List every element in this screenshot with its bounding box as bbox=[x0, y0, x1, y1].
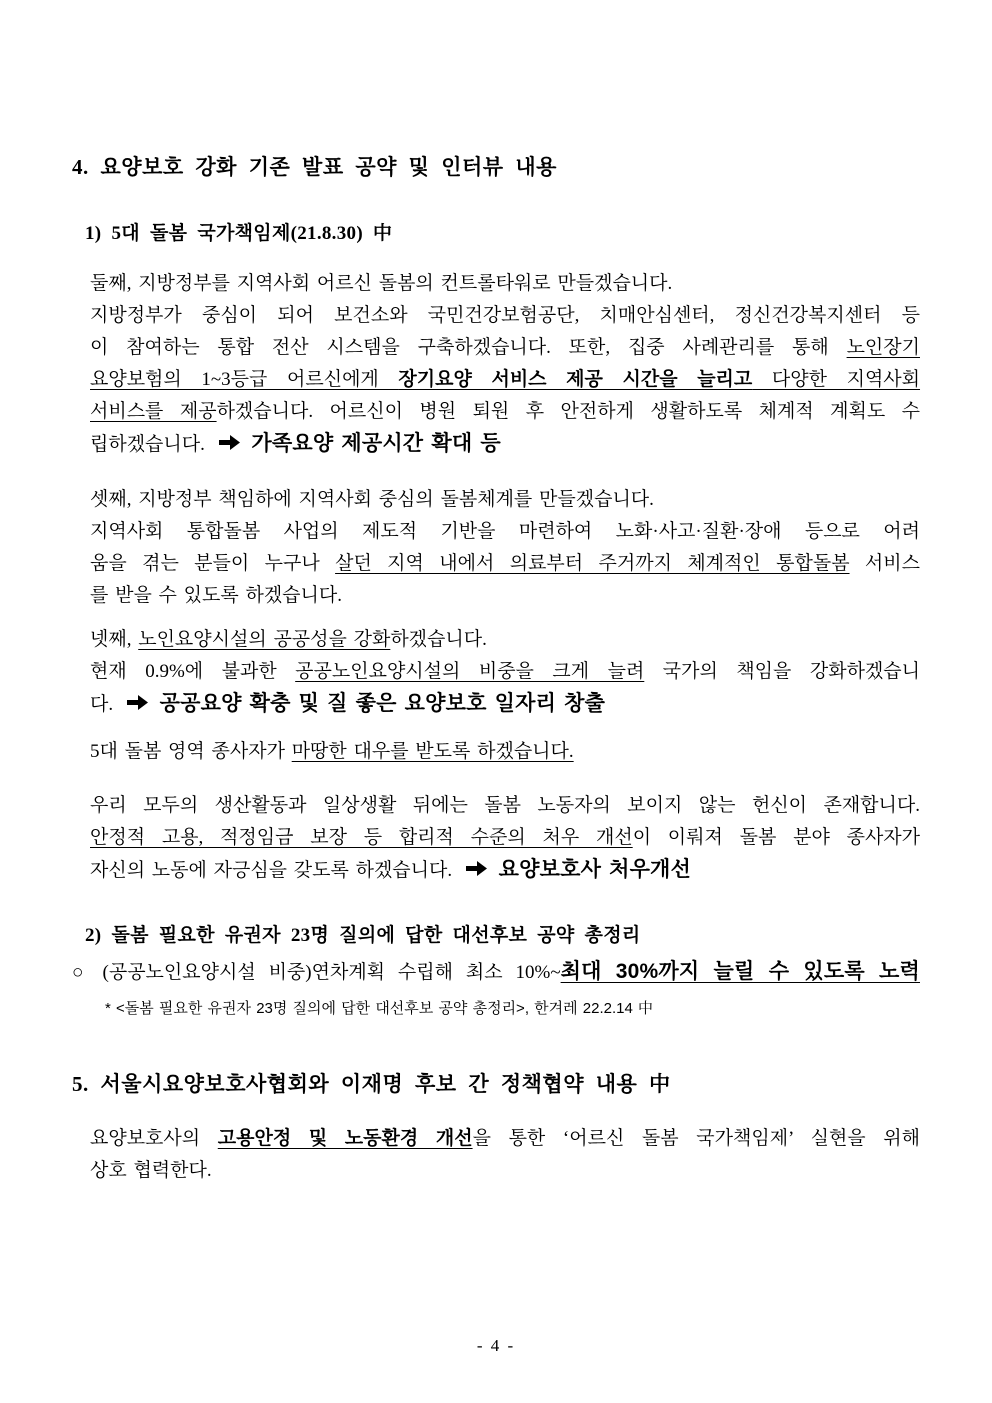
text-segment: ○ (공공노인요양시설 비중)연차계획 수립해 최소 10%~ bbox=[72, 962, 561, 983]
text-line bbox=[90, 364, 920, 396]
text-line bbox=[90, 484, 920, 516]
text-line bbox=[90, 332, 920, 364]
text-segment: 하겠습니다. 어르신이 병원 퇴원 후 안전하게 생활하도록 체계적 계획도 수 bbox=[216, 401, 920, 422]
text-segment: 넷째, bbox=[90, 629, 139, 650]
text-line bbox=[90, 822, 920, 854]
text-segment: 립하겠습니다. bbox=[90, 434, 212, 455]
text-line bbox=[90, 428, 920, 461]
text-line bbox=[72, 150, 920, 184]
text-segment: 서비스 bbox=[849, 553, 920, 574]
text-segment: 장기요양 서비스 제공 시간을 늘리고 bbox=[398, 369, 753, 390]
text-segment: 셋째, 지방정부 책임하에 지역사회 중심의 돌봄체계를 만들겠습니다. bbox=[90, 489, 654, 510]
paragraph-fourth-pledge bbox=[90, 624, 920, 721]
arrow-right-icon bbox=[465, 860, 488, 877]
text-segment: 를 받을 수 있도록 하겠습니다. bbox=[90, 585, 342, 606]
text-line bbox=[90, 268, 920, 300]
text-line bbox=[90, 656, 920, 688]
text-line bbox=[90, 580, 920, 612]
text-line bbox=[85, 920, 920, 952]
text-segment: 국가의 책임을 강화하겠습니 bbox=[644, 661, 921, 682]
text-segment: 노인장기 bbox=[846, 337, 920, 358]
text-segment: 공공노인요양시설의 비중을 크게 늘려 bbox=[295, 661, 645, 682]
text-segment: 5. 서울시요양보호사협회와 이재명 후보 간 정책협약 내용 中 bbox=[72, 1072, 671, 1096]
arrow-right-icon bbox=[126, 694, 149, 711]
paragraph-second-pledge bbox=[90, 268, 920, 461]
text-segment: 가족요양 제공시간 확대 등 bbox=[251, 432, 501, 455]
section-4-heading bbox=[72, 150, 920, 184]
text-segment: 안정적 고용, 적정임금 보장 등 합리적 수준의 처우 개선 bbox=[90, 827, 633, 848]
text-segment: 지역사회 통합돌봄 사업의 제도적 기반을 마련하여 노화·사고·질환·장애 등으로 어려 bbox=[90, 521, 920, 542]
text-line bbox=[90, 300, 920, 332]
text-line bbox=[90, 736, 920, 768]
text-segment: 1) 5대 돌봄 국가책임제(21.8.30) 中 bbox=[85, 223, 393, 244]
text-segment: 움을 겪는 분들이 누구나 bbox=[90, 553, 336, 574]
paragraph-policy-agreement bbox=[90, 1123, 920, 1187]
page-number: - 4 - bbox=[476, 1336, 516, 1355]
text-line bbox=[72, 955, 920, 990]
bullet-item-annual-plan bbox=[72, 955, 920, 990]
paragraph-care-labor bbox=[90, 790, 920, 887]
text-segment: 현재 0.9%에 불과한 bbox=[90, 661, 296, 682]
text-segment: 2) 돌봄 필요한 유권자 23명 질의에 답한 대선후보 공약 총정리 bbox=[85, 925, 641, 946]
text-segment: 을 통한 ‘어르신 돌봄 국가책임제’ 실현을 위해 bbox=[472, 1128, 921, 1149]
text-segment: 이 참여하는 통합 전산 시스템을 구축하겠습니다. 또한, 집중 사례관리를 통해 bbox=[90, 337, 847, 358]
text-segment bbox=[153, 694, 160, 715]
section-5-heading bbox=[72, 1067, 920, 1101]
text-line bbox=[85, 218, 920, 250]
text-segment: 다양한 지역사회 bbox=[752, 369, 921, 390]
text-segment: 상호 협력한다. bbox=[90, 1160, 212, 1181]
document-body bbox=[72, 150, 920, 1187]
text-segment: 이 이뤄져 돌봄 분야 종사자가 bbox=[632, 827, 921, 848]
text-line bbox=[105, 996, 920, 1028]
text-segment: * <돌봄 필요한 유권자 23명 질의에 답한 대선후보 공약 총정리>, 한겨레 22.2.14 中 bbox=[105, 1000, 654, 1017]
text-segment: 고용안정 및 노동환경 개선 bbox=[217, 1128, 473, 1149]
text-line bbox=[90, 688, 920, 721]
text-line bbox=[90, 624, 920, 656]
text-line bbox=[90, 1123, 920, 1155]
text-segment: 4. 요양보호 강화 기존 발표 공약 및 인터뷰 내용 bbox=[72, 155, 557, 179]
text-segment: 둘째, 지방정부를 지역사회 어르신 돌봄의 컨트롤타워로 만들겠습니다. bbox=[90, 273, 673, 294]
text-segment: 우리 모두의 생산활동과 일상생활 뒤에는 돌봄 노동자의 보이지 않는 헌신이 존재합니다. bbox=[90, 795, 920, 816]
text-segment: 요양보호사의 bbox=[90, 1128, 218, 1149]
subsection-1-heading bbox=[85, 218, 920, 250]
text-segment: 자신의 노동에 자긍심을 갖도록 하겠습니다. bbox=[90, 860, 459, 881]
text-segment: 최대 30%까지 늘릴 수 있도록 노력 bbox=[560, 960, 920, 983]
paragraph-third-pledge bbox=[90, 484, 920, 612]
text-line bbox=[90, 396, 920, 428]
text-segment: 살던 지역 내에서 의료부터 주거까지 체계적인 통합돌봄 bbox=[335, 553, 850, 574]
paragraph-five-care-workers bbox=[90, 736, 920, 768]
text-segment bbox=[492, 860, 499, 881]
text-line bbox=[72, 1067, 920, 1101]
text-line bbox=[90, 548, 920, 580]
text-segment: 마땅한 대우를 받도록 하겠습니다. bbox=[291, 741, 574, 762]
text-line bbox=[90, 516, 920, 548]
text-segment: 요양보호사 처우개선 bbox=[498, 858, 692, 881]
footnote-source bbox=[105, 996, 920, 1028]
text-segment: 5대 돌봄 영역 종사자가 bbox=[90, 741, 292, 762]
text-segment: 공공요양 확충 및 질 좋은 요양보호 일자리 창출 bbox=[159, 692, 606, 715]
text-segment: 서비스를 제공 bbox=[90, 401, 217, 422]
text-line bbox=[90, 790, 920, 822]
text-segment: 하겠습니다. bbox=[390, 629, 487, 650]
text-line bbox=[90, 854, 920, 887]
text-segment: 노인요양시설의 공공성을 강화 bbox=[138, 629, 391, 650]
text-line bbox=[90, 1155, 920, 1187]
text-segment: 다. bbox=[90, 694, 120, 715]
text-segment: 요양보험의 1~3등급 어르신에게 bbox=[90, 369, 399, 390]
text-segment: 지방정부가 중심이 되어 보건소와 국민건강보험공단, 치매안심센터, 정신건강복지센터 등 bbox=[90, 305, 920, 326]
arrow-right-icon bbox=[218, 434, 241, 451]
subsection-2-heading bbox=[85, 920, 920, 952]
